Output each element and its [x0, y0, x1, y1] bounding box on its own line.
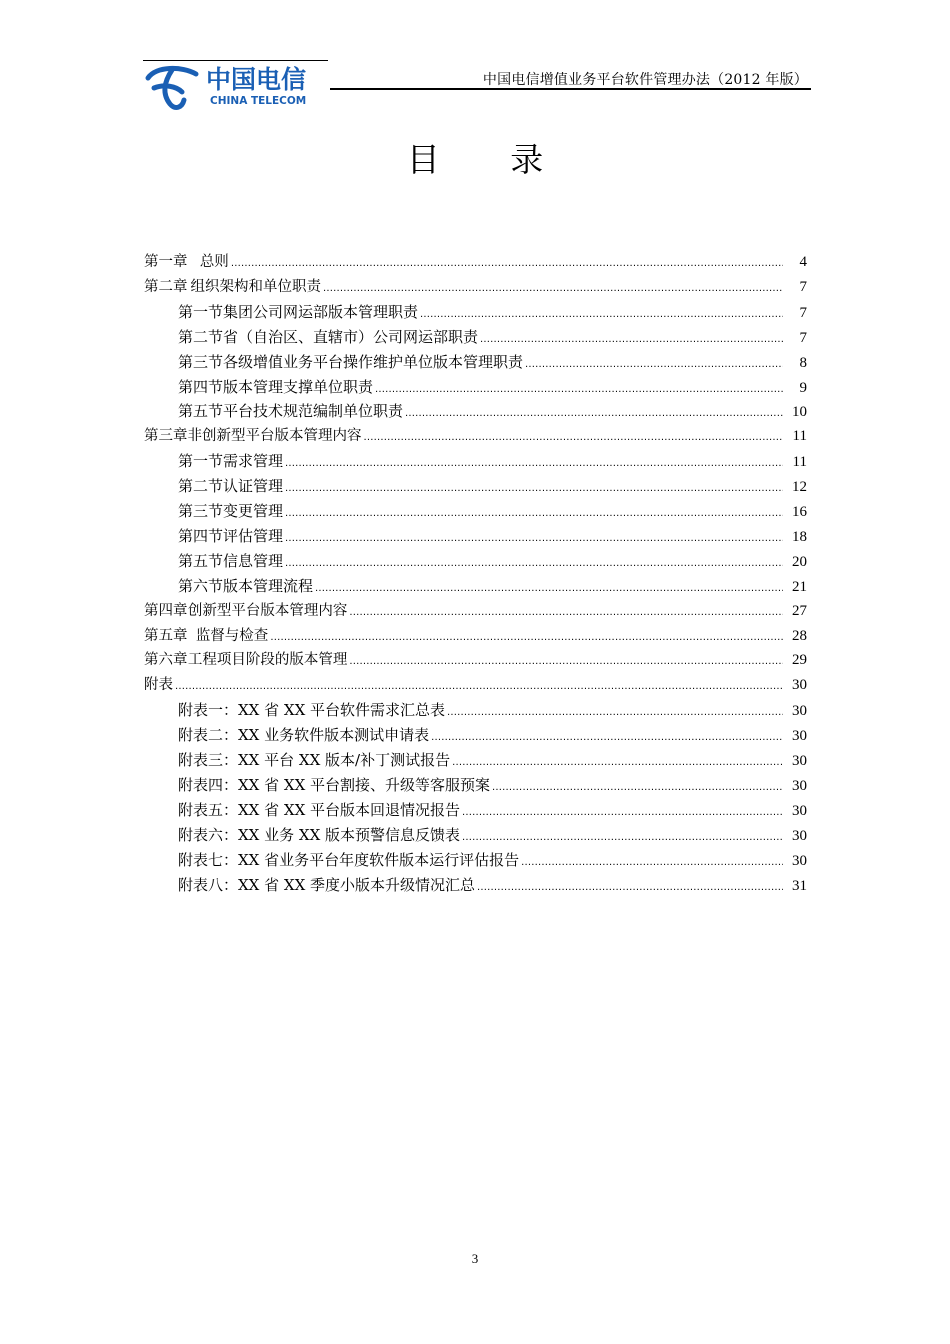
- toc-entry-label: 工程项目阶段的版本管理: [187, 652, 348, 669]
- toc-entry-page: 30: [792, 852, 807, 869]
- toc-entry-page: 20: [792, 553, 807, 570]
- toc-entry-page: 9: [799, 379, 807, 396]
- toc-entry-label: 平台技术规范编制单位职责: [223, 402, 404, 421]
- toc-dot-leader: [175, 674, 783, 699]
- toc-entry-page: 7: [799, 329, 807, 346]
- toc-dot-leader: [521, 850, 783, 875]
- toc-entry-number: 第二节: [178, 477, 224, 496]
- document-header-title: 中国电信增值业务平台软件管理办法（2012 年版）: [482, 72, 808, 88]
- toc-entry-page: 30: [792, 802, 807, 819]
- toc-dot-leader: [285, 476, 783, 501]
- china-telecom-logo: [142, 58, 332, 112]
- toc-entry-page: 16: [792, 504, 807, 520]
- toc-entry-page: 27: [792, 602, 807, 619]
- toc-entry-number: 第二章: [144, 278, 188, 295]
- toc-entry[interactable]: [144, 648, 807, 673]
- toc-entry[interactable]: [178, 375, 807, 400]
- header-rule: [330, 88, 811, 90]
- toc-entry-page: 30: [792, 703, 807, 720]
- toc-entry-number: 第三章: [144, 428, 188, 445]
- toc-entry-label: 信息管理: [223, 551, 284, 570]
- page-number: 3: [471, 1251, 479, 1266]
- toc-entry[interactable]: [178, 549, 807, 574]
- toc-entry[interactable]: [178, 723, 807, 748]
- toc-entry-number: 第一节: [178, 452, 224, 471]
- toc-entry-page: 18: [792, 528, 807, 545]
- toc-dot-leader: [480, 327, 783, 352]
- logo-text-cn: 中国电信: [206, 65, 307, 94]
- toc-dot-leader: [285, 551, 783, 576]
- toc-entry-number: 第四章: [144, 602, 188, 619]
- toc-entry[interactable]: [144, 673, 807, 698]
- toc-dot-leader: [462, 825, 783, 850]
- toc-entry-label: 版本管理支撑单位职责: [223, 377, 374, 396]
- toc-dot-leader: [492, 775, 783, 800]
- toc-entry-label: 认证管理: [223, 477, 284, 496]
- toc-entry-label: 变更管理: [223, 502, 284, 520]
- toc-dot-leader: [231, 251, 783, 276]
- toc-dot-leader: [349, 649, 783, 674]
- toc-entry-page: 12: [792, 479, 807, 496]
- toc-entry-number: 第四节: [178, 377, 224, 396]
- toc-dot-leader: [525, 352, 783, 377]
- toc-dot-leader: [285, 451, 783, 476]
- toc-entry-label: 各级增值业务平台操作维护单位版本管理职责: [223, 352, 524, 371]
- toc-entry-page: 30: [792, 677, 807, 694]
- toc-dot-leader: [364, 425, 784, 450]
- toc-title: 目 录: [406, 140, 574, 179]
- toc-entry-page: 30: [792, 753, 807, 769]
- toc-dot-leader: [285, 526, 783, 551]
- toc-entry-page: 11: [792, 454, 807, 471]
- toc-entry-label: 附表七：XX 省业务平台年度软件版本运行评估报告: [178, 850, 520, 869]
- toc-dot-leader: [349, 600, 783, 625]
- toc-entry-page: 21: [792, 578, 807, 595]
- toc-entry-page: 29: [792, 652, 807, 669]
- toc-dot-leader: [270, 625, 783, 650]
- toc-entry[interactable]: [144, 424, 807, 449]
- toc-entry[interactable]: [144, 624, 807, 649]
- toc-entry-label: 附表二：XX 业务软件版本测试申请表: [178, 726, 430, 745]
- toc-entry-label: 附表六：XX 业务 XX 版本预警信息反馈表: [178, 825, 461, 844]
- toc-entry-label: 监督与检查: [195, 627, 269, 644]
- toc-entry-label: 总则: [199, 254, 229, 270]
- toc-entry-label: 附表三：XX 平台 XX 版本/补丁测试报告: [178, 751, 451, 769]
- toc-dot-leader: [375, 377, 783, 402]
- toc-entry-label: 附表: [144, 677, 173, 694]
- toc-entry-page: 30: [792, 728, 807, 745]
- toc-entry[interactable]: [178, 499, 807, 524]
- toc-entry[interactable]: [178, 773, 807, 798]
- page-header: [0, 0, 950, 120]
- toc-dot-leader: [452, 750, 783, 775]
- toc-entry-number: 第五章: [144, 627, 188, 644]
- toc-entry-label: 省（自治区、直辖市）公司网运部职责: [223, 327, 479, 346]
- toc-entry-page: 7: [799, 304, 807, 321]
- toc-entry-number: 第六章: [144, 652, 188, 669]
- toc-entry[interactable]: [144, 250, 807, 275]
- toc-entry-number: 第六节: [178, 576, 224, 595]
- toc-entry-page: 7: [799, 278, 807, 295]
- toc-entry-number: 第四节: [178, 526, 224, 545]
- toc-entry-number: 第三节: [178, 502, 224, 520]
- toc-entry-number: 第一章: [144, 254, 188, 270]
- toc-entry-label: 组织架构和单位职责: [190, 278, 321, 295]
- toc-entry[interactable]: [178, 848, 807, 873]
- toc-entry[interactable]: [178, 474, 807, 499]
- toc-entry[interactable]: [144, 599, 807, 624]
- toc-dot-leader: [477, 875, 783, 900]
- toc-entry-label: 附表五：XX 省 XX 平台版本回退情况报告: [178, 800, 461, 819]
- toc-entry[interactable]: [178, 524, 807, 549]
- toc-dot-leader: [405, 401, 783, 426]
- logo-text-en: CHINA TELECOM: [210, 95, 307, 107]
- toc-entry-page: 8: [799, 354, 807, 371]
- toc-entry-label: 附表四：XX 省 XX 平台割接、升级等客服预案: [178, 775, 491, 794]
- toc-entry-label: 版本管理流程: [223, 576, 314, 595]
- toc-entry[interactable]: [144, 275, 807, 300]
- toc-entry-label: 非创新型平台版本管理内容: [187, 428, 362, 445]
- toc-entry-number: 第一节: [178, 302, 224, 321]
- toc-entry-page: 11: [792, 428, 807, 445]
- toc-entry-label: 附表八：XX 省 XX 季度小版本升级情况汇总: [178, 875, 476, 894]
- toc-entry[interactable]: [178, 350, 807, 375]
- toc-dot-leader: [431, 725, 783, 750]
- toc-entry-number: 第二节: [178, 327, 224, 346]
- toc-entry[interactable]: [178, 300, 807, 325]
- toc-entry-number: 第三节: [178, 352, 224, 371]
- toc-entry-page: 30: [792, 777, 807, 794]
- toc-entry-page: 4: [799, 254, 807, 270]
- toc-entry-page: 10: [792, 404, 807, 421]
- toc-entry[interactable]: [178, 399, 807, 424]
- toc-dot-leader: [447, 700, 783, 725]
- toc-entry-label: 附表一：XX 省 XX 平台软件需求汇总表: [178, 701, 446, 720]
- toc-entry[interactable]: [178, 449, 807, 474]
- toc-dot-leader: [323, 276, 783, 301]
- toc-dot-leader: [420, 302, 783, 327]
- toc-entry-label: 评估管理: [223, 526, 284, 545]
- toc-entry-page: 30: [792, 827, 807, 844]
- toc-dot-leader: [315, 576, 783, 601]
- toc-entry-page: 28: [792, 627, 807, 644]
- toc-entry-label: 创新型平台版本管理内容: [187, 602, 348, 619]
- toc-entry-label: 集团公司网运部版本管理职责: [223, 302, 419, 321]
- telecom-swirl-icon: [148, 68, 196, 107]
- toc-dot-leader: [285, 501, 783, 526]
- toc-entry-label: 需求管理: [223, 452, 284, 471]
- toc-entry-number: 第五节: [178, 402, 224, 421]
- toc-entry-number: 第五节: [178, 551, 224, 570]
- toc-entry[interactable]: [178, 823, 807, 848]
- toc-entry-page: 31: [792, 877, 807, 894]
- toc-entry[interactable]: [178, 574, 807, 599]
- toc-entry[interactable]: [178, 698, 807, 723]
- toc-entry[interactable]: [178, 325, 807, 350]
- toc-entry[interactable]: [178, 798, 807, 823]
- toc-entry[interactable]: [178, 873, 807, 898]
- toc-entry[interactable]: [178, 748, 807, 773]
- toc-dot-leader: [462, 800, 783, 825]
